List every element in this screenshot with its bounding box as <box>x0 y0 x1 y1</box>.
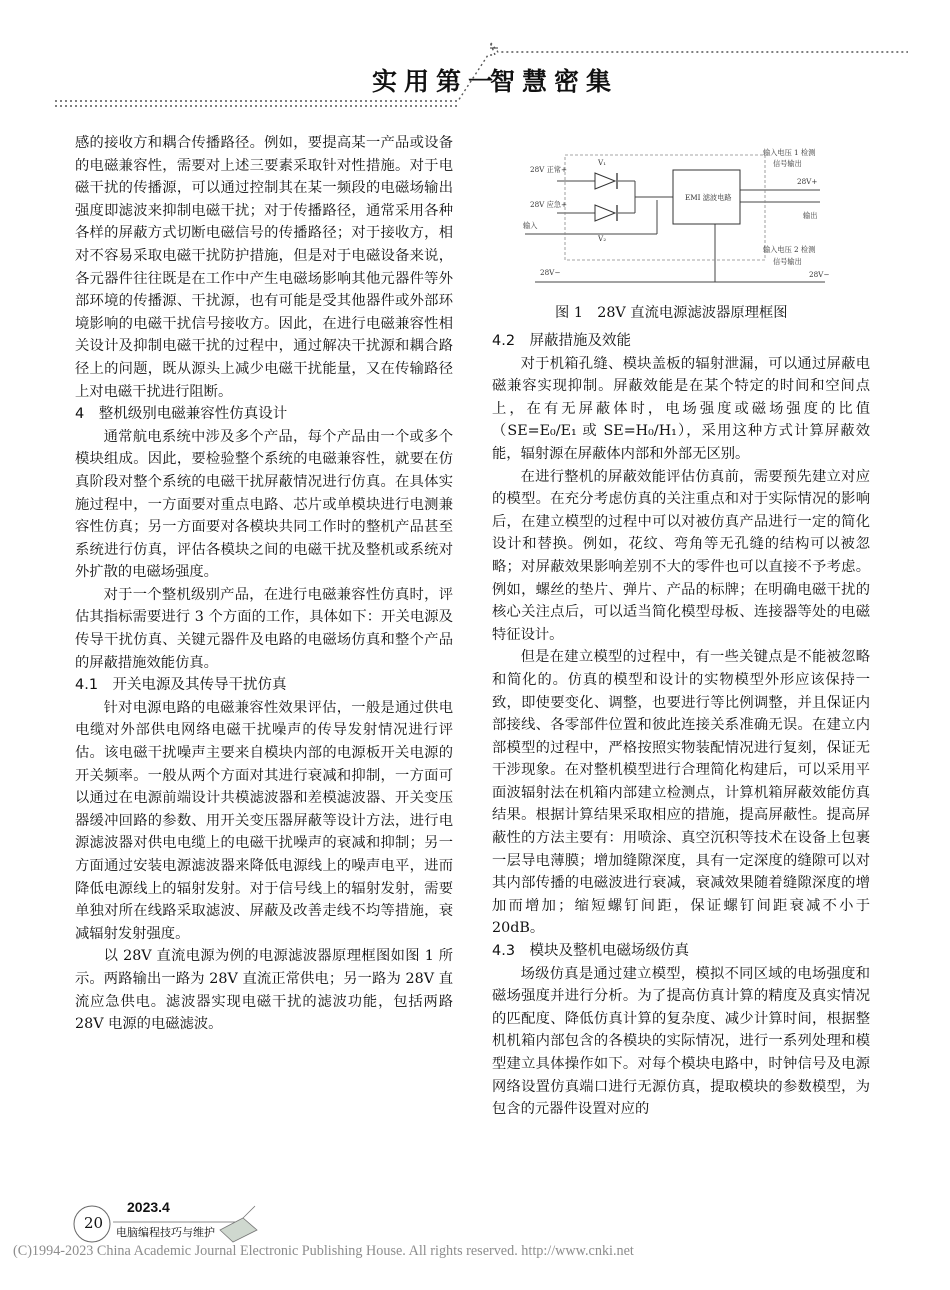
label-emergency-in: 28V 应急+ <box>530 200 568 209</box>
header-title-right: 智慧密集 <box>490 67 619 96</box>
paragraph: 感的接收方和耦合传播路径。例如，要提高某一产品或设备的电磁兼容性，需要对上述三要素采取针对性措施。对于电磁干扰的传播源，可以通过控制其在某一频段的电磁场输出强度即滤波来抑制电磁干扰；对于传播路径，通常采用各种各样的屏蔽方式切断电磁信号的传播路径；对于接收方，相对不容易采取电磁干扰防护措施，但是对于电磁设备来说，各元器件往往既是在工作中产生电磁场影响其他元器件等外部环境的传播源、干扰源，也有可能是受其他器件或外部环境影响的电磁干扰信号接收方。因此，在进行电磁兼容性相关设计及抑制电磁干扰的过程中，通过解决干扰源和耦合路径上的问题，既从源头上减少电磁干扰能量，又在传输路径上对电磁干扰进行阻断。 <box>75 135 453 400</box>
label-normal-in: 28V 正常+ <box>530 165 568 174</box>
label-minus-right: 28V− <box>809 270 830 279</box>
label-v1: V₁ <box>598 158 607 167</box>
header-title-left: 实用第一 <box>372 67 501 96</box>
section-heading: 4.1 开关电源及其传导干扰仿真 <box>75 677 287 694</box>
label-input: 输入 <box>523 221 538 230</box>
label-28v-plus: 28V+ <box>797 177 818 186</box>
paragraph: 在进行整机的屏蔽效能评估仿真前，需要预先建立对应的模型。在充分考虑仿真的关注重点和对于实际情况的影响后，在建立模型的过程中可以对被仿真产品进行一定的简化设计和替换。例如，花纹、弯角等无孔缝的结构可以被忽略；对屏蔽效果影响差别不大的零件也可以直接不予考虑。例如，螺丝的垫片、弹片、产品的标牌；在明确电磁干扰的核心关注点后，可以适当简化模型母板、连接器等处的电磁特征设计。 <box>492 468 870 643</box>
label-det2-b: 信号输出 <box>773 257 802 266</box>
page-number: 20 <box>84 1214 104 1232</box>
issue-number: 2023.4 <box>127 1199 170 1215</box>
paragraph: 针对电源电路的电磁兼容性效果评估，一般是通过供电电缆对外部供电网络电磁干扰噪声的传导发射情况进行评估。该电磁干扰噪声主要来自模块内部的电源板开关电源的开关频率。一般从两个方面对其进行衰减和抑制，一方面可以通过在电源前端设计共模滤波器和差模滤波器、开关变压器缓冲回路的参数、用开关变压器屏蔽等设计方法，进行电源滤波器对供电电缆上的电磁干扰噪声的衰减和抑制；另一方面通过安装电源滤波器来降低电源线上的噪声电平，进而降低电源线上的辐射发射。对于信号线上的辐射发射，需要单独对所在线路采取滤波、屏蔽及改善走线不均等措施，衰减辐射发射强度。 <box>75 699 453 942</box>
copyright-line: (C)1994-2023 China Academic Journal Electronic Publishing House. All rights reserved. http://www.cnki.net <box>13 1243 634 1259</box>
diode-v1-icon <box>595 173 617 189</box>
label-det1-b: 信号输出 <box>773 159 802 168</box>
section-heading: 4.3 模块及整机电磁场级仿真 <box>492 943 690 960</box>
paragraph: 场级仿真是通过建立模型，模拟不同区域的电场强度和磁场强度并进行分析。为了提高仿真计算的精度及真实情况的匹配度、降低仿真计算的复杂度、减少计算时间，根据整机机箱内部包含的各模块的实际情况，进行一系列处理和模型建立具体操作如下。对每个模块电路中，时钟信号及电源网络设置仿真端口进行无源仿真，提取模块的参数模型，为包含的元器件设置对应的 <box>492 965 870 1118</box>
journal-name: 电脑编程技巧与维护 <box>116 1226 215 1239</box>
label-output: 输出 <box>803 211 818 220</box>
paragraph: 以 28V 直流电源为例的电源滤波器原理框图如图 1 所示。两路输出一路为 28V 直流正常供电；另一路为 28V 直流应急供电。滤波器实现电磁干扰的滤波功能，包括两路 28V 电源的电磁滤波。 <box>75 948 453 1033</box>
label-minus-left: 28V− <box>540 268 561 277</box>
paragraph: 对于一个整机级别产品，在进行电磁兼容性仿真时，评估其指标需要进行 3 个方面的工作，具体如下：开关电源及传导干扰仿真、关键元器件及电路的电磁场仿真和整个产品的屏蔽措施效能仿真。 <box>75 586 453 671</box>
diode-v2-icon <box>595 205 617 221</box>
right-column <box>492 330 870 1121</box>
paragraph: 对于机箱孔缝、模块盖板的辐射泄漏，可以通过屏蔽电磁兼容实现抑制。屏蔽效能是在某个特定的时间和空间点上，在有无屏蔽体时，电场强度或磁场强度的比值（SE=E₀/E₁ 或 SE=H₀/H₁），采用这种方式计算屏蔽效能，辐射源在屏蔽体内部和外部无区别。 <box>492 355 870 462</box>
paragraph: 但是在建立模型的过程中，有一些关键点是不能被忽略和简化的。仿真的模型和设计的实物模型外形应该保持一致，即使要变化、调整，也要进行等比例调整，并且保证内部接线、各零部件位置和彼此连接关系准确无误。在建立内部模型的过程中，严格按照实物装配情况进行复刻，保证无干涉现象。在对整机模型进行合理简化构建后，可以采用平面波辐射法在机箱内部建立检测点，计算机箱屏蔽效能仿真结果。根据计算结果采取相应的措施，提高屏蔽性。提高屏蔽性的方法主要有：用喷涂、真空沉积等技术在设备上包裹一层导电薄膜；增加缝隙深度，具有一定深度的缝隙可以对其内部传播的电磁波进行衰减，衰减效果随着缝隙深度的增加而增加；缩短螺钉间距，保证螺钉间距衰减不小于 20dB。 <box>492 649 870 937</box>
section-heading: 4.2 屏蔽措施及效能 <box>492 333 632 349</box>
filter-block-diagram <box>505 140 835 300</box>
label-v2: V₂ <box>598 234 607 243</box>
figure-caption: 图 1 28V 直流电源滤波器原理框图 <box>555 305 788 321</box>
label-emi: EMI 滤波电路 <box>685 193 732 202</box>
section-heading: 4 整机级别电磁兼容性仿真设计 <box>75 406 288 423</box>
label-det1-a: 输入电压 1 检测 <box>763 148 816 157</box>
left-column <box>75 132 453 1036</box>
label-det2-a: 输入电压 2 检测 <box>763 245 816 254</box>
paragraph: 通常航电系统中涉及多个产品，每个产品由一个或多个模块组成。因此，要检验整个系统的电磁兼容性，就要在仿真阶段对整个系统的电磁干扰屏蔽情况进行仿真。在具体实施过程中，一方面要对重点电路、芯片或单模块进行电测兼容性仿真；另一方面要对各模块共同工作时的整机产品甚至系统进行仿真，评估各模块之间的电磁干扰及整机或系统对外扩散的电磁场强度。 <box>75 428 453 581</box>
